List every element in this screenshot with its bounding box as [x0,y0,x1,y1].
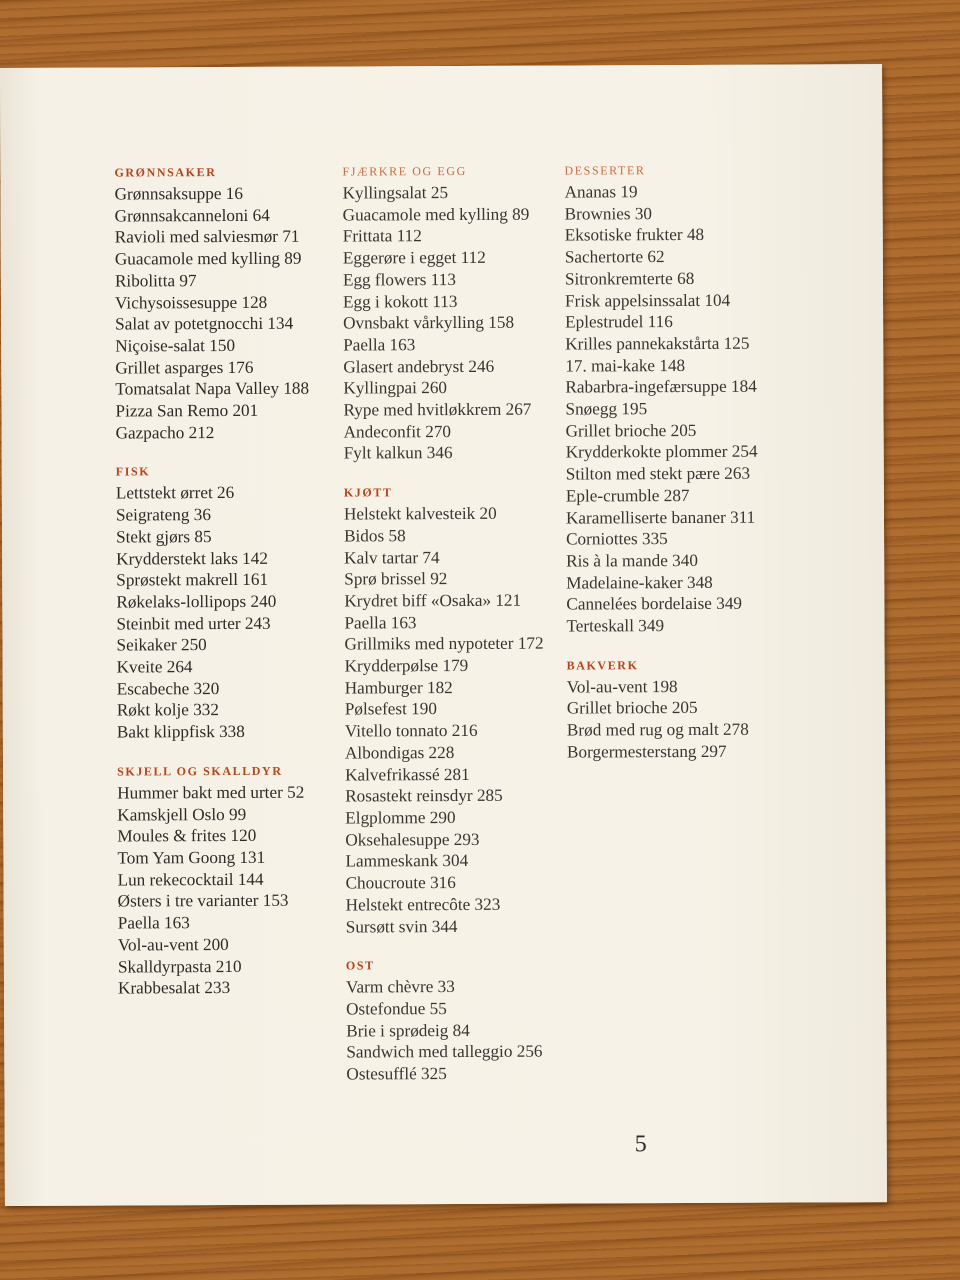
recipe-entry: Paella 163 [344,612,417,633]
book-page [0,64,887,1206]
recipe-entry: Glasert andebryst 246 [343,356,495,377]
section-heading: OST [345,958,375,973]
recipe-entry: Hummer bakt med urter 52 [117,782,305,803]
recipe-entry: Varm chèvre 33 [345,977,455,997]
recipe-entry: Paella 163 [343,335,416,355]
recipe-entry: Frittata 112 [342,226,422,246]
recipe-entry: Moules & frites 120 [117,826,257,846]
recipe-entry: Kveite 264 [116,657,193,677]
recipe-entry: Krydderkokte plommer 254 [565,442,758,462]
recipe-entry: Stekt gjørs 85 [116,526,212,547]
recipe-entry: Borgermesterstang 297 [566,741,727,762]
section-heading: KJØTT [343,485,393,500]
recipe-entry: Helstekt entrecôte 323 [345,894,501,915]
recipe-entry: Eple-crumble 287 [565,485,690,506]
recipe-entry: Helstekt kalvesteik 20 [343,503,497,524]
recipe-entry: Cannelées bordelaise 349 [566,594,743,614]
recipe-entry: Skalldyrpasta 210 [117,956,242,976]
section-heading: DESSERTER [564,163,646,178]
recipe-entry: Snøegg 195 [565,399,648,419]
recipe-entry: Egg flowers 113 [342,269,456,290]
recipe-list [565,180,867,637]
recipe-entry: Fylt kalkun 346 [343,443,453,463]
recipe-entry: Tomatsalat Napa Valley 188 [115,378,310,399]
recipe-entry: Ovnsbakt vårkylling 158 [343,312,515,333]
recipe-entry: Sprø brissel 92 [344,569,448,589]
recipe-entry: Krydderpølse 179 [344,656,469,676]
recipe-entry: Escabeche 320 [116,678,220,699]
recipe-entry: Egg i kokott 113 [342,291,458,312]
recipe-entry: Oksehalesuppe 293 [345,829,480,850]
recipe-entry: Østers i tre varianter 153 [117,891,289,911]
recipe-entry: Kalv tartar 74 [344,547,440,568]
recipe-entry: Grillet brioche 205 [565,420,697,441]
recipe-entry: Paella 163 [117,913,190,933]
recipe-list [116,482,339,743]
recipe-entry: Karamelliserte bananer 311 [565,507,756,528]
recipe-entry: Vol-au-vent 198 [566,676,678,697]
section-heading: SKJELL OG SKALLDYR [117,763,283,779]
recipe-entry: Guacamole med kylling 89 [114,248,302,269]
recipe-entry: Frisk appelsinssalat 104 [564,290,731,311]
section-desserter [564,162,866,637]
recipe-entry: Sitronkremterte 68 [564,268,695,289]
recipe-entry: Rosastekt reinsdyr 285 [345,786,503,806]
recipe-entry: Lun rekecocktail 144 [117,869,264,890]
section-kjott [344,485,568,938]
recipe-list [115,183,338,444]
recipe-entry: Salat av potetgnocchi 134 [115,313,294,334]
recipe-entry: Elgplomme 290 [345,808,456,828]
recipe-entry: Hamburger 182 [344,677,453,698]
recipe-entry: Sachertorte 62 [564,247,665,267]
recipe-entry: Grillet asparges 176 [115,357,254,378]
recipe-entry: Ananas 19 [564,182,638,202]
recipe-list [567,675,867,763]
recipe-entry: Pølsefest 190 [344,699,437,719]
recipe-entry: Rabarbra-ingefærsuppe 184 [565,377,757,397]
recipe-entry: Brownies 30 [564,203,653,224]
recipe-entry: Rype med hvitløkkrem 267 [343,399,532,420]
section-skjell-og-skalldyr [117,763,340,999]
recipe-entry: Kalvefrikassé 281 [345,764,470,785]
recipe-entry: Brie i sprødeig 84 [346,1020,470,1041]
section-gronnsaker [114,165,337,444]
section-heading: BAKVERK [566,657,639,673]
recipe-entry: Vol-au-vent 200 [117,934,229,955]
recipe-entry: Andeconfit 270 [343,421,452,442]
recipe-list [117,781,340,999]
recipe-entry: Gazpacho 212 [115,422,215,443]
recipe-entry: Ravioli med salviesmør 71 [114,227,300,247]
recipe-entry: Stilton med stekt pære 263 [565,463,751,484]
recipe-entry: Eksotiske frukter 48 [564,225,705,245]
recipe-entry: Sprøstekt makrell 161 [116,570,269,590]
recipe-list [346,976,568,1085]
recipe-entry: Brød med rug og malt 278 [566,719,749,740]
section-heading: GRØNNSAKER [114,165,217,180]
section-bakverk [567,657,867,763]
recipe-entry: Tom Yam Goong 131 [117,847,266,868]
recipe-entry: Kyllingpai 260 [343,378,448,398]
recipe-entry: Ris à la mande 340 [566,550,698,571]
recipe-entry: Albondigas 228 [344,742,455,763]
recipe-entry: Røkelaks-lollipops 240 [116,591,277,612]
recipe-entry: Grillet brioche 205 [566,698,698,719]
recipe-entry: Seigrateng 36 [115,505,211,525]
index-column-1 [114,165,340,1021]
recipe-entry: Sandwich med talleggio 256 [346,1041,543,1062]
recipe-entry: Vichysoissesuppe 128 [114,292,268,313]
recipe-entry: Ribolitta 97 [114,270,197,291]
recipe-entry: Steinbit med urter 243 [116,613,271,634]
page-number: 5 [634,1131,647,1158]
recipe-entry: 17. mai-kake 148 [565,355,686,376]
recipe-entry: Røkt kolje 332 [116,700,220,720]
recipe-entry: Vitello tonnato 216 [344,721,478,741]
recipe-entry: Pizza San Remo 201 [115,400,259,421]
recipe-entry: Ostesufflé 325 [346,1064,447,1084]
index-column-3 [564,162,867,784]
recipe-entry: Krilles pannekakstårta 125 [565,333,750,354]
recipe-entry: Eggerøre i egget 112 [342,247,486,268]
recipe-entry: Guacamole med kylling 89 [342,204,530,225]
section-heading: FISK [115,464,151,479]
section-ost [346,958,569,1085]
recipe-entry: Choucroute 316 [345,873,456,893]
recipe-entry: Bidos 58 [344,526,406,546]
recipe-entry: Kyllingsalat 25 [342,183,449,203]
recipe-entry: Grønnsakcanneloni 64 [114,205,270,226]
index-column-2 [342,164,568,1107]
recipe-list [344,503,568,938]
recipe-entry: Ostefondue 55 [346,998,447,1019]
recipe-entry: Lammeskank 304 [345,851,469,871]
recipe-entry: Corniottes 335 [566,529,668,549]
recipe-entry: Terteskall 349 [566,616,665,636]
recipe-entry: Bakt klippfisk 338 [116,722,245,742]
recipe-entry: Krydderstekt laks 142 [116,548,268,569]
section-fisk [116,464,339,743]
recipe-entry: Krydret biff «Osaka» 121 [344,590,522,611]
section-heading: FJÆRKRE OG EGG [342,163,467,179]
recipe-list [343,182,566,465]
recipe-entry: Grønnsaksuppe 16 [114,183,244,204]
recipe-entry: Grillmiks med nypoteter 172 [344,633,544,654]
recipe-entry: Niçoise-salat 150 [115,335,236,356]
recipe-entry: Sursøtt svin 344 [345,916,458,936]
recipe-entry: Seikaker 250 [116,635,207,655]
recipe-entry: Eplestrudel 116 [565,312,673,332]
recipe-entry: Madelaine-kaker 348 [566,572,713,593]
section-fjaerkre-og-egg [342,164,565,465]
recipe-entry: Kamskjell Oslo 99 [117,804,247,825]
recipe-entry: Lettstekt ørret 26 [115,483,235,503]
recipe-entry: Krabbesalat 233 [117,978,231,998]
